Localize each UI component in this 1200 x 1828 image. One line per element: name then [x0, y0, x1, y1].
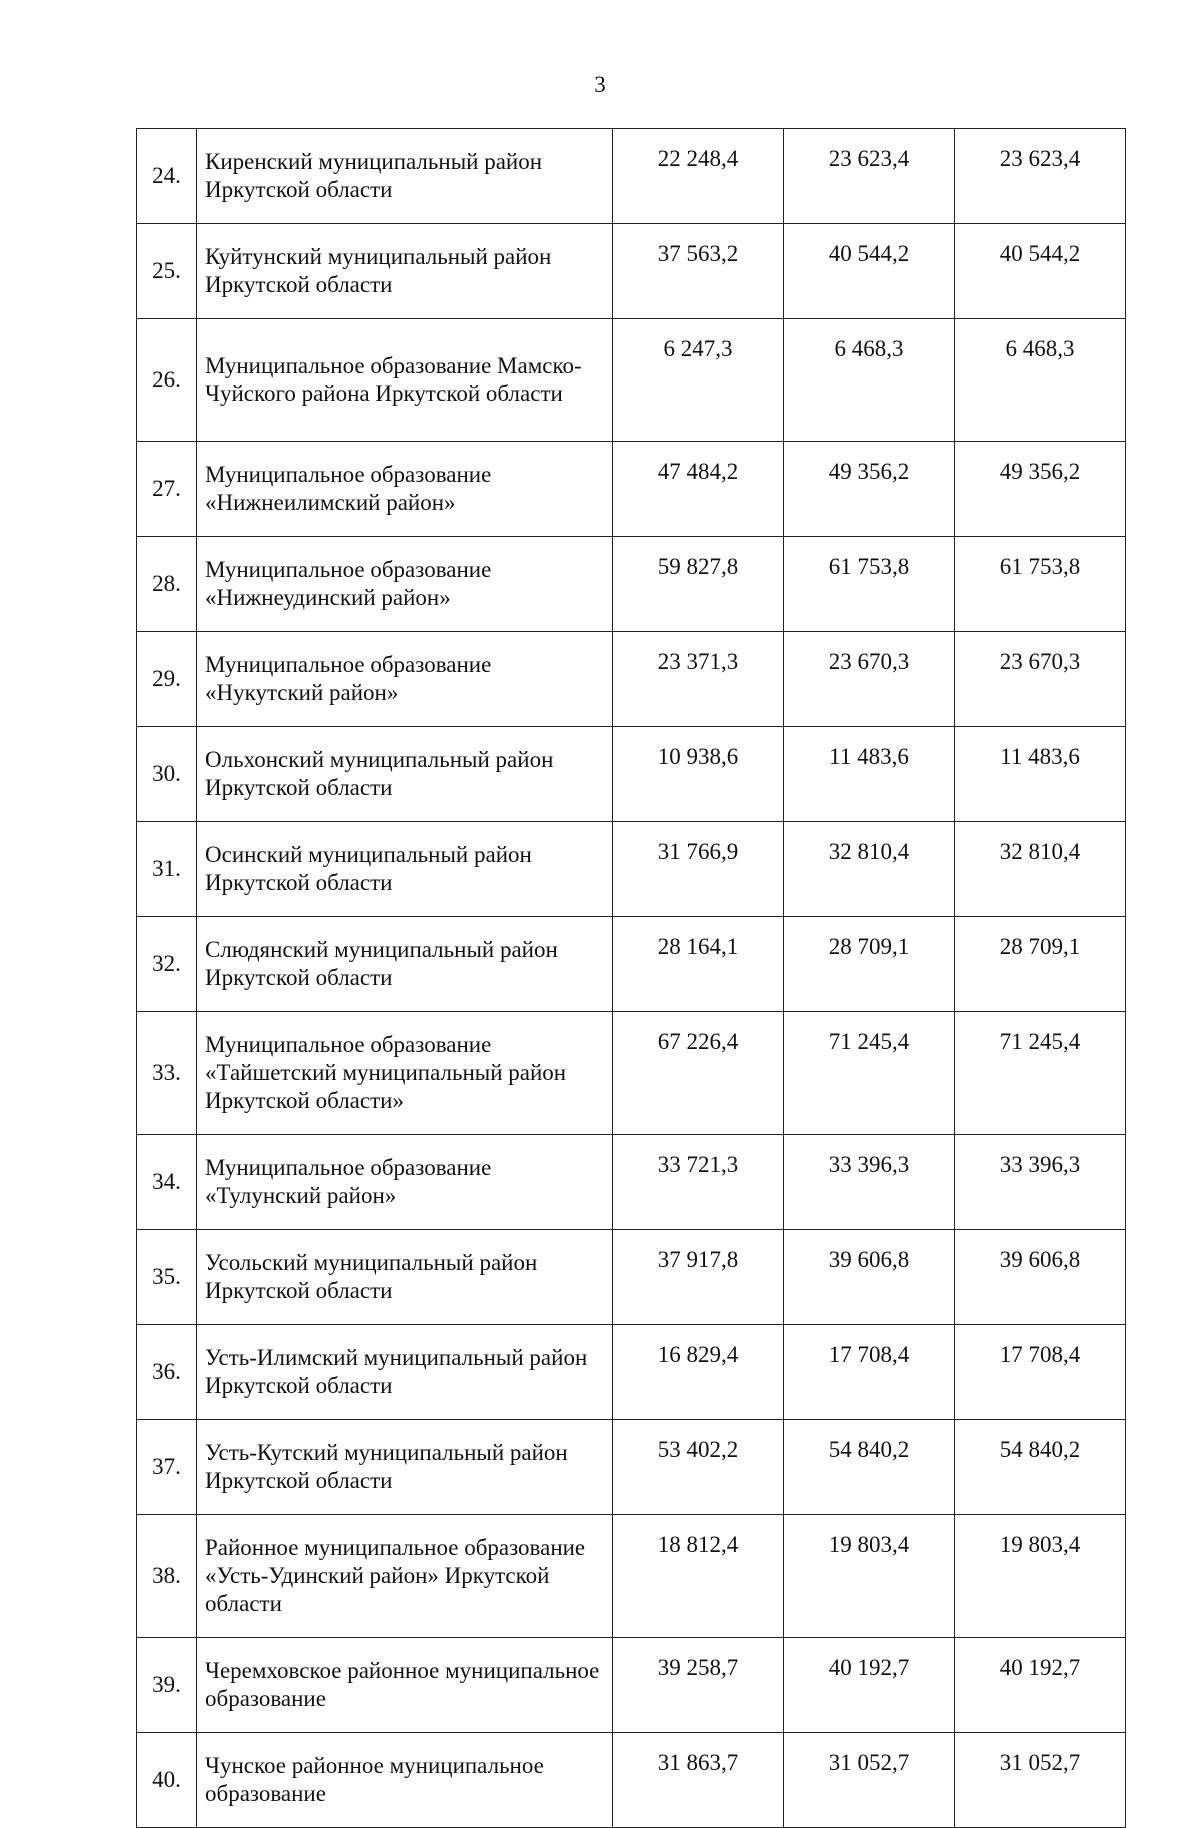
- table-row: [137, 917, 1126, 1012]
- value-cell-3: 6 468,3: [955, 319, 1126, 442]
- municipality-name-cell: Усольский муниципальный район Иркутской области: [197, 1230, 613, 1325]
- row-number-cell: 40.: [137, 1733, 197, 1828]
- value-cell-1: 53 402,2: [613, 1420, 784, 1515]
- value-cell-1: 10 938,6: [613, 727, 784, 822]
- value-cell-1: 18 812,4: [613, 1515, 784, 1638]
- value-cell-1: 6 247,3: [613, 319, 784, 442]
- municipality-name-cell: Муниципальное образование «Нижнеудинский район»: [197, 537, 613, 632]
- municipality-name-cell: Муниципальное образование «Нижнеилимский район»: [197, 442, 613, 537]
- value-cell-3: 19 803,4: [955, 1515, 1126, 1638]
- value-cell-1: 16 829,4: [613, 1325, 784, 1420]
- value-cell-2: 49 356,2: [784, 442, 955, 537]
- value-cell-2: 40 544,2: [784, 224, 955, 319]
- table-row: [137, 442, 1126, 537]
- table-row: [137, 319, 1126, 442]
- value-cell-2: 33 396,3: [784, 1135, 955, 1230]
- value-cell-2: 40 192,7: [784, 1638, 955, 1733]
- row-number-cell: 38.: [137, 1515, 197, 1638]
- value-cell-3: 28 709,1: [955, 917, 1126, 1012]
- value-cell-3: 61 753,8: [955, 537, 1126, 632]
- municipality-name-cell: Усть-Илимский муниципальный район Иркутской области: [197, 1325, 613, 1420]
- table-row: [137, 1135, 1126, 1230]
- value-cell-1: 37 563,2: [613, 224, 784, 319]
- value-cell-1: 33 721,3: [613, 1135, 784, 1230]
- value-cell-2: 54 840,2: [784, 1420, 955, 1515]
- value-cell-2: 17 708,4: [784, 1325, 955, 1420]
- value-cell-1: 39 258,7: [613, 1638, 784, 1733]
- row-number-cell: 34.: [137, 1135, 197, 1230]
- table-row: [137, 1515, 1126, 1638]
- value-cell-2: 6 468,3: [784, 319, 955, 442]
- value-cell-3: 40 544,2: [955, 224, 1126, 319]
- value-cell-3: 40 192,7: [955, 1638, 1126, 1733]
- value-cell-3: 11 483,6: [955, 727, 1126, 822]
- value-cell-1: 31 766,9: [613, 822, 784, 917]
- municipality-name-cell: Черемховское районное муниципальное образование: [197, 1638, 613, 1733]
- municipality-name-cell: Чунское районное муниципальное образование: [197, 1733, 613, 1828]
- municipality-name-cell: Районное муниципальное образование «Усть-Удинский район» Иркутской области: [197, 1515, 613, 1638]
- table-row: [137, 727, 1126, 822]
- row-number-cell: 32.: [137, 917, 197, 1012]
- value-cell-1: 31 863,7: [613, 1733, 784, 1828]
- table-body: [137, 129, 1126, 1828]
- municipality-name-cell: Муниципальное образование «Тайшетский муниципальный район Иркутской области»: [197, 1012, 613, 1135]
- municipality-name-cell: Муниципальное образование Мамско-Чуйского района Иркутской области: [197, 319, 613, 442]
- table-row: [137, 1638, 1126, 1733]
- table-row: [137, 1420, 1126, 1515]
- row-number-cell: 25.: [137, 224, 197, 319]
- municipality-name-cell: Усть-Кутский муниципальный район Иркутской области: [197, 1420, 613, 1515]
- table-row: [137, 129, 1126, 224]
- value-cell-3: 23 623,4: [955, 129, 1126, 224]
- table-row: [137, 1733, 1126, 1828]
- value-cell-2: 61 753,8: [784, 537, 955, 632]
- table-row: [137, 1325, 1126, 1420]
- row-number-cell: 37.: [137, 1420, 197, 1515]
- table-row: [137, 1230, 1126, 1325]
- value-cell-1: 37 917,8: [613, 1230, 784, 1325]
- value-cell-3: 33 396,3: [955, 1135, 1126, 1230]
- municipality-name-cell: Осинский муниципальный район Иркутской области: [197, 822, 613, 917]
- value-cell-3: 39 606,8: [955, 1230, 1126, 1325]
- value-cell-2: 23 623,4: [784, 129, 955, 224]
- municipality-name-cell: Ольхонский муниципальный район Иркутской области: [197, 727, 613, 822]
- municipality-name-cell: Киренский муниципальный район Иркутской области: [197, 129, 613, 224]
- value-cell-1: 59 827,8: [613, 537, 784, 632]
- value-cell-1: 23 371,3: [613, 632, 784, 727]
- value-cell-1: 47 484,2: [613, 442, 784, 537]
- value-cell-2: 11 483,6: [784, 727, 955, 822]
- row-number-cell: 36.: [137, 1325, 197, 1420]
- value-cell-3: 71 245,4: [955, 1012, 1126, 1135]
- value-cell-3: 54 840,2: [955, 1420, 1126, 1515]
- row-number-cell: 30.: [137, 727, 197, 822]
- row-number-cell: 24.: [137, 129, 197, 224]
- row-number-cell: 28.: [137, 537, 197, 632]
- page-number: 3: [594, 72, 606, 97]
- table-row: [137, 1012, 1126, 1135]
- table-row: [137, 537, 1126, 632]
- row-number-cell: 35.: [137, 1230, 197, 1325]
- value-cell-2: 28 709,1: [784, 917, 955, 1012]
- value-cell-3: 32 810,4: [955, 822, 1126, 917]
- municipality-name-cell: Слюдянский муниципальный район Иркутской области: [197, 917, 613, 1012]
- value-cell-3: 31 052,7: [955, 1733, 1126, 1828]
- value-cell-3: 17 708,4: [955, 1325, 1126, 1420]
- value-cell-2: 32 810,4: [784, 822, 955, 917]
- value-cell-2: 19 803,4: [784, 1515, 955, 1638]
- value-cell-2: 23 670,3: [784, 632, 955, 727]
- municipality-name-cell: Муниципальное образование «Нукутский район»: [197, 632, 613, 727]
- table-row: [137, 822, 1126, 917]
- value-cell-3: 23 670,3: [955, 632, 1126, 727]
- table-row: [137, 224, 1126, 319]
- row-number-cell: 29.: [137, 632, 197, 727]
- row-number-cell: 39.: [137, 1638, 197, 1733]
- value-cell-1: 67 226,4: [613, 1012, 784, 1135]
- municipality-name-cell: Куйтунский муниципальный район Иркутской области: [197, 224, 613, 319]
- value-cell-2: 39 606,8: [784, 1230, 955, 1325]
- row-number-cell: 31.: [137, 822, 197, 917]
- value-cell-2: 31 052,7: [784, 1733, 955, 1828]
- row-number-cell: 27.: [137, 442, 197, 537]
- value-cell-3: 49 356,2: [955, 442, 1126, 537]
- row-number-cell: 26.: [137, 319, 197, 442]
- row-number-cell: 33.: [137, 1012, 197, 1135]
- value-cell-1: 22 248,4: [613, 129, 784, 224]
- budget-table: [136, 128, 1126, 1828]
- municipality-name-cell: Муниципальное образование «Тулунский район»: [197, 1135, 613, 1230]
- table-row: [137, 632, 1126, 727]
- value-cell-1: 28 164,1: [613, 917, 784, 1012]
- value-cell-2: 71 245,4: [784, 1012, 955, 1135]
